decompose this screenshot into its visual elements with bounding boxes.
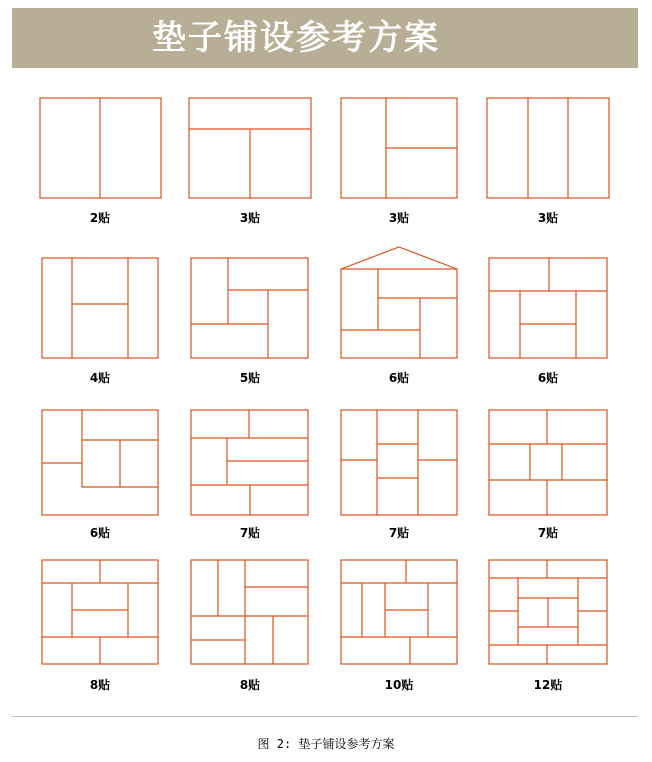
figure-caption: 图 2: 垫子铺设参考方案 bbox=[257, 737, 395, 751]
page-title: 垫子铺设参考方案 bbox=[152, 18, 440, 58]
plan-6-tiles bbox=[489, 258, 607, 358]
plan-label: 4贴 bbox=[89, 371, 111, 385]
plan-8-tiles-a bbox=[42, 560, 158, 664]
plan-label: 8贴 bbox=[239, 678, 261, 692]
plan-8-tiles-b bbox=[191, 560, 308, 664]
divider bbox=[12, 716, 638, 717]
plan-label: 7贴 bbox=[537, 526, 559, 540]
plan-7-tiles-c bbox=[489, 410, 607, 515]
plan-label: 6贴 bbox=[388, 371, 410, 385]
plan-12-tiles bbox=[489, 560, 607, 664]
plan-label: 12贴 bbox=[533, 678, 563, 692]
plan-7-tiles-b bbox=[341, 410, 457, 515]
plan-2-tiles bbox=[40, 98, 161, 198]
plan-label: 5贴 bbox=[239, 371, 261, 385]
plan-label: 6贴 bbox=[89, 526, 111, 540]
plan-6-tiles-b bbox=[42, 410, 158, 515]
plan-label: 8贴 bbox=[89, 678, 111, 692]
plan-3-tiles-b bbox=[341, 98, 457, 198]
plan-label: 3贴 bbox=[388, 211, 410, 225]
plan-label: 6贴 bbox=[537, 371, 559, 385]
plan-3-tiles-c bbox=[487, 98, 609, 198]
plan-5-tiles bbox=[191, 258, 308, 358]
plan-label: 7贴 bbox=[239, 526, 261, 540]
plan-label: 2贴 bbox=[89, 211, 111, 225]
plan-label: 3贴 bbox=[537, 211, 559, 225]
plan-10-tiles bbox=[341, 560, 457, 664]
plan-label: 10贴 bbox=[384, 678, 414, 692]
plan-4-tiles bbox=[42, 258, 158, 358]
plan-6-tiles-house bbox=[341, 247, 457, 358]
plan-label: 3贴 bbox=[239, 211, 261, 225]
plan-7-tiles-a bbox=[191, 410, 308, 515]
plan-label: 7贴 bbox=[388, 526, 410, 540]
plan-3-tiles-a bbox=[189, 98, 311, 198]
